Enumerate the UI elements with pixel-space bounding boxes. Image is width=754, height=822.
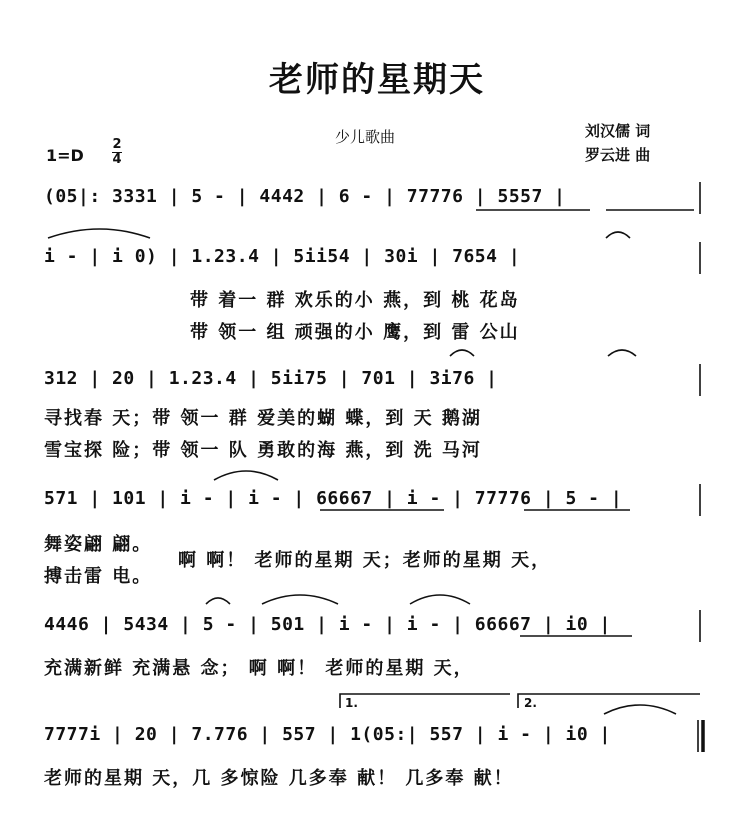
- notation-line-6: 7777i | 20 | 7.776 | 557 | 1(05:| 557 | i - | i0 |: [44, 724, 611, 745]
- lyric-line-6: 老师的星期 天，几 多惊险 几多奉 献！ 几多奉 献！: [44, 768, 514, 789]
- slur: [606, 232, 630, 238]
- music-line-2: [44, 246, 700, 272]
- second-ending-bracket: [518, 694, 700, 708]
- second-ending-label: 2.: [524, 696, 537, 710]
- slur: [262, 595, 338, 604]
- music-line-1: [44, 186, 700, 212]
- music-line-4: [44, 488, 700, 514]
- lyric-line-2b: 带 领一 组 顽强的小 鹰，到 雷 公山: [190, 322, 520, 343]
- composer-credit: 罗云进 曲: [585, 146, 651, 164]
- key-signature: 1=D: [46, 146, 84, 165]
- music-line-6: [44, 724, 700, 750]
- music-line-3: [44, 368, 700, 394]
- slur: [48, 229, 150, 238]
- first-ending-label: 1.: [345, 696, 358, 710]
- first-ending-bracket: [340, 694, 510, 708]
- slur: [450, 350, 474, 356]
- notation-line-2: i - | i 0) | 1.23.4 | 5ii54 | 30i | 7654 |: [44, 246, 521, 267]
- slur: [214, 471, 278, 480]
- lyricist-credit: 刘汉儒 词: [585, 122, 651, 140]
- lyric-line-2a: 带 着一 群 欢乐的小 燕，到 桃 花岛: [190, 290, 520, 311]
- notation-line-1: (05|: 3331 | 5 - | 4442 | 6 - | 77776 | 5557 |: [44, 186, 566, 207]
- time-signature: [112, 138, 122, 167]
- meter-bottom: 4: [112, 152, 122, 167]
- song-subtitle: 少儿歌曲: [335, 128, 396, 146]
- notation-line-5: 4446 | 5434 | 5 - | 501 | i - | i - | 66667 | i0 |: [44, 614, 611, 635]
- slur: [604, 705, 676, 714]
- slur: [410, 595, 470, 604]
- lyric-line-3a: 寻找春 天；带 领一 群 爱美的蝴 蝶，到 天 鹅湖: [44, 408, 482, 429]
- slur: [608, 350, 636, 356]
- lyric-line-4a: 舞姿翩 翩。: [44, 534, 153, 555]
- song-title: 老师的星期天: [269, 60, 485, 100]
- notation-line-4: 571 | 101 | i - | i - | 66667 | i - | 77776 | 5 - |: [44, 488, 623, 509]
- lyric-line-5: 充满新鲜 充满悬 念； 啊 啊！ 老师的星期 天，: [44, 658, 474, 679]
- music-line-5: [44, 614, 700, 640]
- slur: [206, 598, 230, 604]
- refrain-line-4: 啊 啊！ 老师的星期 天；老师的星期 天，: [178, 550, 552, 571]
- notation-line-3: 312 | 20 | 1.23.4 | 5ii75 | 701 | 3i76 |: [44, 368, 498, 389]
- lyric-line-4b: 搏击雷 电。: [44, 566, 153, 587]
- lyric-line-3b: 雪宝探 险；带 领一 队 勇敢的海 燕，到 洗 马河: [44, 440, 482, 461]
- meter-top: 2: [112, 137, 122, 152]
